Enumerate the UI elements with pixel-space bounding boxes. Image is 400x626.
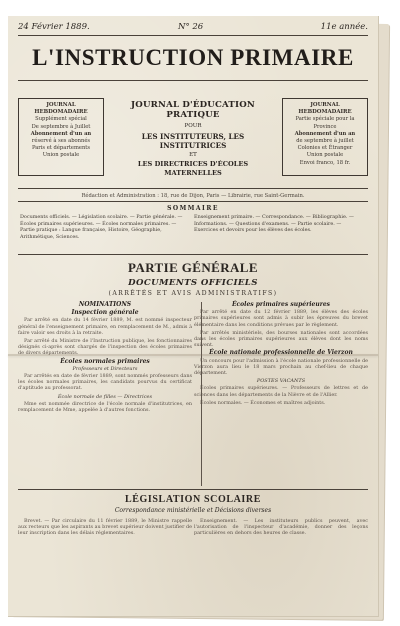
box-left-line: Paris et départements (31, 145, 91, 152)
column-heading: Écoles primaires supérieures (231, 301, 331, 308)
legislation-rule (18, 489, 368, 490)
section-heading-documents-officiels: DOCUMENTS OFFICIELS (128, 278, 258, 288)
article-paragraph: Écoles normales. — Économes et maîtres adjoints. (200, 399, 326, 406)
masthead-subtitle-block (108, 100, 278, 177)
box-left-line: De septembre à Juillet (31, 123, 91, 130)
sommaire-right: Enseignement primaire. — Correspondance. — Bibliographie. — Informations. — Questions d'examens. — Partie scolaire. — Exercices et devoirs pour les élèves des écoles. (194, 214, 354, 234)
legislation-column-right (194, 518, 368, 539)
article-paragraph: Écoles primaires supérieures. — Professeurs de lettres et de sciences dans les départements de la Nièvre et de l'Allier. (194, 385, 368, 398)
box-left-line: Union postale (42, 152, 80, 159)
box-right-title: JOURNAL HEBDOMADAIRE (298, 102, 352, 116)
article-paragraph: Par arrêté en date du 12 février 1889, les élèves des écoles primaires supérieures sont admis à subir les épreuves du brevet élémentaire dans les conditions prévues par le règlement. (194, 309, 368, 328)
paper-fold-crease (8, 354, 378, 356)
masthead-title: L'INSTRUCTION PRIMAIRE (32, 45, 354, 70)
article-paragraph: Par arrêté en date du 14 février 1889, M. est nommé inspecteur général de l'enseignement primaire, en remplacement de M., admis à faire valoir ses droits à la retraite. (18, 317, 192, 336)
box-right-line: Partie spéciale pour la Province (295, 116, 355, 130)
documents-subheading: (ARRÊTÉS ET AVIS ADMINISTRATIFS) (108, 290, 278, 297)
redaction-rule-bottom (18, 201, 368, 202)
article-paragraph: Brevet. — Par circulaire du 11 février 1889, le Ministre rappelle aux recteurs que les aspirants au brevet supérieur doivent justifier de leur inscription dans les délais réglementaires. (18, 518, 192, 537)
et-word: ET (189, 152, 197, 158)
masthead-rule (18, 80, 368, 81)
section-heading-partie-generale: PARTIE GÉNÉRALE (128, 260, 258, 275)
pour-word: POUR (184, 123, 202, 129)
subscription-box-right (282, 98, 368, 176)
section-heading-legislation: LÉGISLATION SCOLAIRE (124, 494, 262, 505)
audience-line-3: MATERNELLES (164, 169, 222, 177)
issue-info-row (18, 22, 368, 34)
column-heading: Écoles normales primaires (60, 357, 150, 365)
article-paragraph: Mme est nommée directrice de l'école normale d'institutrices, en remplacement de Mme, appelée à d'autres fonctions. (18, 400, 192, 414)
column-subheading: École normale de filles — Directrices (57, 393, 153, 400)
box-right-line: Colonies et Étranger (297, 145, 353, 152)
column-subheading: POSTES VACANTS (256, 378, 306, 385)
column-heading: Inspection générale (71, 309, 139, 317)
box-right-line: de septembre à juillet (296, 138, 354, 145)
newspaper-page (8, 16, 379, 617)
issue-date: 24 Février 1889. (18, 22, 90, 32)
audience-line-2: LES DIRECTRICES D'ÉCOLES (137, 160, 249, 168)
subscription-box-left (18, 98, 104, 176)
audience-line-1: LES INSTITUTEURS, LES INSTITUTRICES (141, 132, 245, 150)
redaction-rule-top (18, 188, 368, 189)
column-heading: NOMINATIONS (78, 301, 132, 308)
legislation-subheading: Correspondance ministérielle et Décisions diverses (114, 507, 272, 514)
box-left-line: Supplément spécial (35, 116, 87, 123)
box-right-line: Abonnement d'un an (294, 130, 356, 137)
box-left-title: JOURNAL HEBDOMADAIRE (34, 102, 88, 116)
article-paragraph: Par arrêtés ministériels, des bourses nationales sont accordées dans les écoles primaires supérieures aux élèves dont les noms suivent. (194, 329, 368, 349)
column-subheading: Professeurs et Directeurs (72, 365, 138, 372)
article-paragraph: Enseignement. — Les instituteurs publics peuvent, avec l'autorisation de l'inspecteur d'académie, donner des leçons particulières en dehors des heures de classe. (194, 518, 368, 537)
top-rule (18, 35, 368, 36)
sommaire-title: SOMMAIRE (167, 205, 219, 212)
box-left-line: réservé à ses abonnés (31, 138, 91, 145)
article-paragraph: Un concours pour l'admission à l'école nationale professionnelle de Vierzon aura lieu le 18 mars prochain au chef-lieu de chaque département. (194, 357, 368, 377)
box-right-line: Envoi franco, 18 fr. (299, 159, 351, 166)
sommaire-rule (18, 254, 368, 255)
box-left-line: Abonnement d'un an (30, 130, 92, 137)
issue-number: N° 26 (178, 22, 204, 32)
column-heading: École nationale professionnelle de Vierzon (209, 349, 353, 357)
legislation-column-left (18, 518, 192, 539)
redaction-line: Rédaction et Administration : 18, rue de Dijon, Paris — Librairie, rue Saint-Germain. (81, 193, 305, 199)
article-paragraph: Par arrêtés en date de février 1889, sont nommés professeurs dans les écoles normales primaires, les candidats pourvus du certificat d'aptitude au professorat. (18, 373, 192, 392)
journal-subtitle: JOURNAL D'ÉDUCATION PRATIQUE (131, 100, 255, 120)
sommaire-left: Documents officiels. — Législation scolaire. — Partie générale. — Écoles primaires supérieures. — Écoles normales primaires. — Partie pratique : Langue française, Histoire, Géographie, Arithmétique, Sciences. (20, 214, 183, 240)
box-right-line: Union postale (306, 152, 344, 159)
article-paragraph: Par arrêté du Ministre de l'Instruction publique, les fonctionnaires désignés ci-après sont chargés de l'inspection des écoles primaires de divers départements. (18, 338, 192, 357)
article-column-left (18, 300, 192, 415)
issue-year: 11e année. (320, 22, 368, 32)
